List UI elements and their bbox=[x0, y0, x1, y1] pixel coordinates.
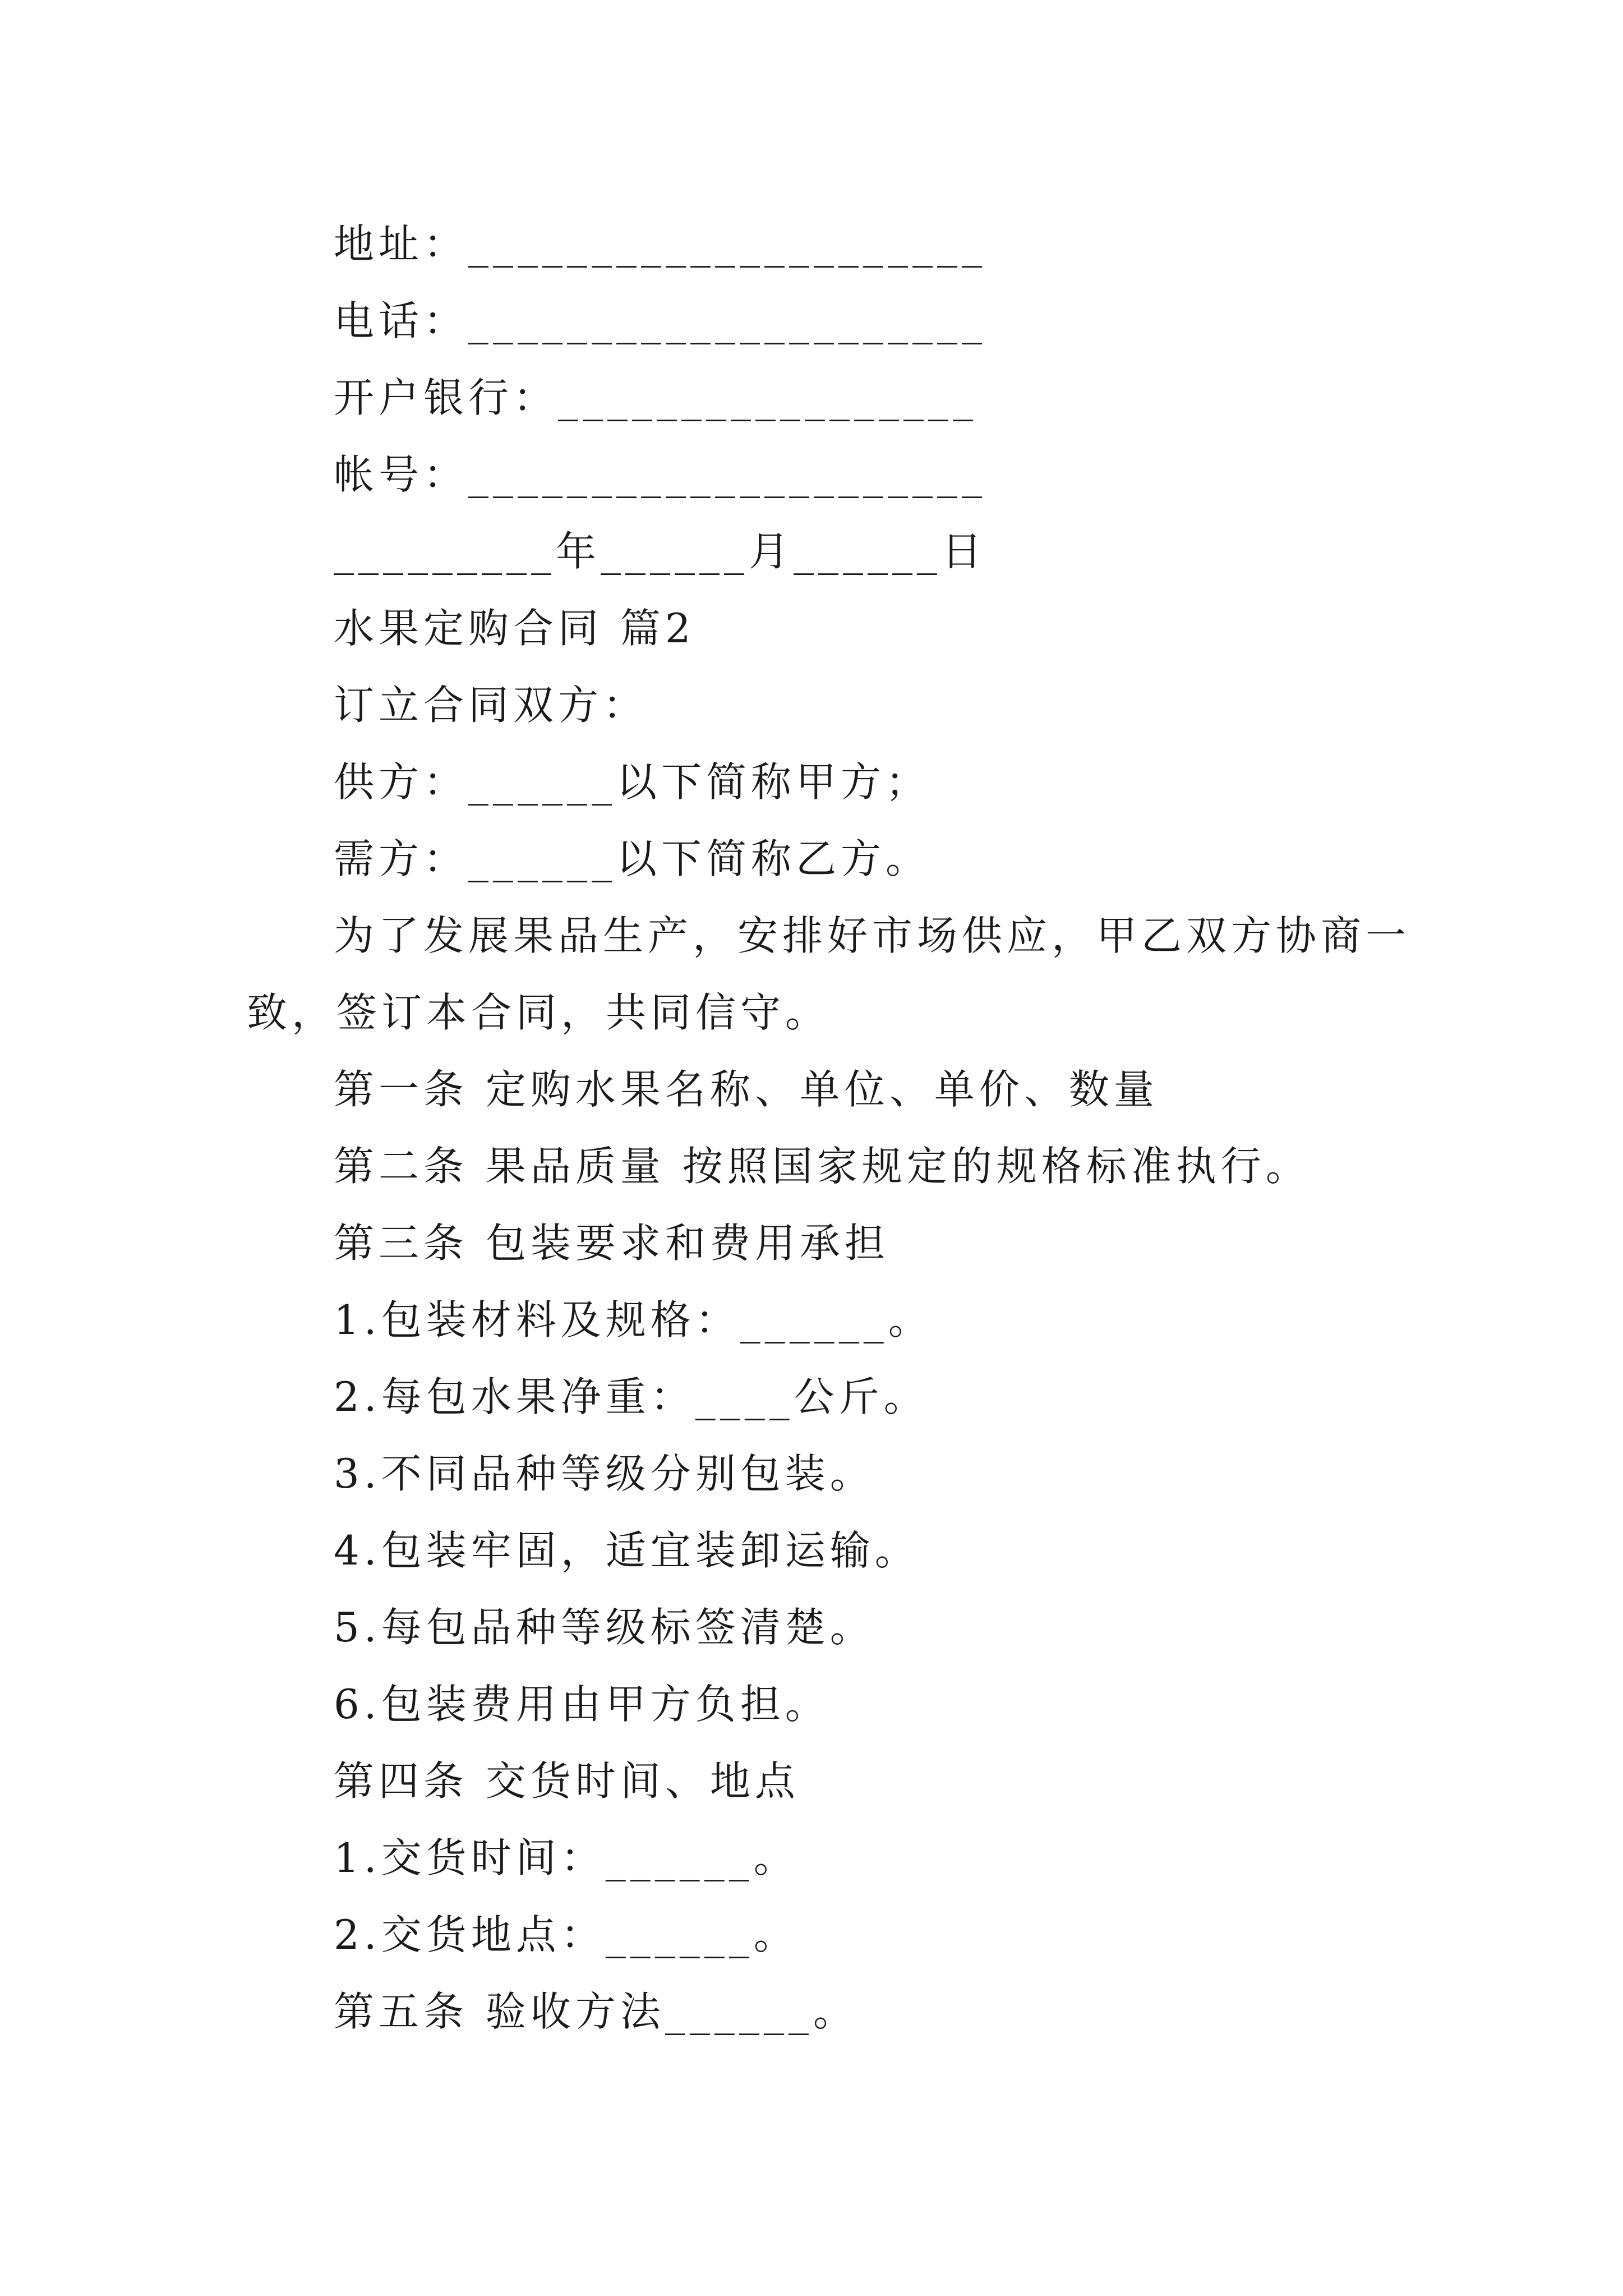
article-5: 第五条 验收方法______。 bbox=[334, 1988, 858, 2035]
article-1: 第一条 定购水果名称、单位、单价、数量 bbox=[334, 1066, 1159, 1113]
article-3-item-3: 3.不同品种等级分别包装。 bbox=[334, 1450, 875, 1497]
phone-line: 电话：_____________________ bbox=[334, 297, 987, 344]
preamble-line-1: 为了发展果品生产，安排好市场供应，甲乙双方协商一 bbox=[334, 912, 1411, 959]
article-2: 第二条 果品质量 按照国家规定的规格标准执行。 bbox=[334, 1143, 1311, 1190]
parties-heading: 订立合同双方： bbox=[334, 682, 648, 729]
contract-title: 水果定购合同 篇2 bbox=[334, 605, 695, 652]
supplier-line: 供方：______以下简称甲方； bbox=[334, 758, 931, 806]
address-line: 地址：_____________________ bbox=[334, 220, 987, 268]
article-4-item-2: 2.交货地点：______。 bbox=[334, 1911, 799, 1958]
article-3-item-4: 4.包装牢固，适宜装卸运输。 bbox=[334, 1527, 920, 1574]
account-line: 帐号：_____________________ bbox=[334, 451, 987, 498]
bank-line: 开户银行：_________________ bbox=[334, 374, 978, 421]
date-line: _________年______月______日 bbox=[334, 528, 986, 575]
article-4: 第四条 交货时间、地点 bbox=[334, 1757, 800, 1805]
article-3-item-1: 1.包装材料及规格：______。 bbox=[334, 1296, 933, 1343]
article-3-item-2: 2.每包水果净重：____公斤。 bbox=[334, 1373, 929, 1420]
buyer-line: 需方：______以下简称乙方。 bbox=[334, 835, 931, 882]
article-4-item-1: 1.交货时间：______。 bbox=[334, 1834, 799, 1881]
article-3-item-6: 6.包装费用由甲方负担。 bbox=[334, 1681, 830, 1728]
article-3-item-5: 5.每包品种等级标签清楚。 bbox=[334, 1604, 875, 1651]
preamble-line-2: 致，签订本合同，共同信守。 bbox=[247, 989, 831, 1036]
article-3: 第三条 包装要求和费用承担 bbox=[334, 1220, 889, 1267]
